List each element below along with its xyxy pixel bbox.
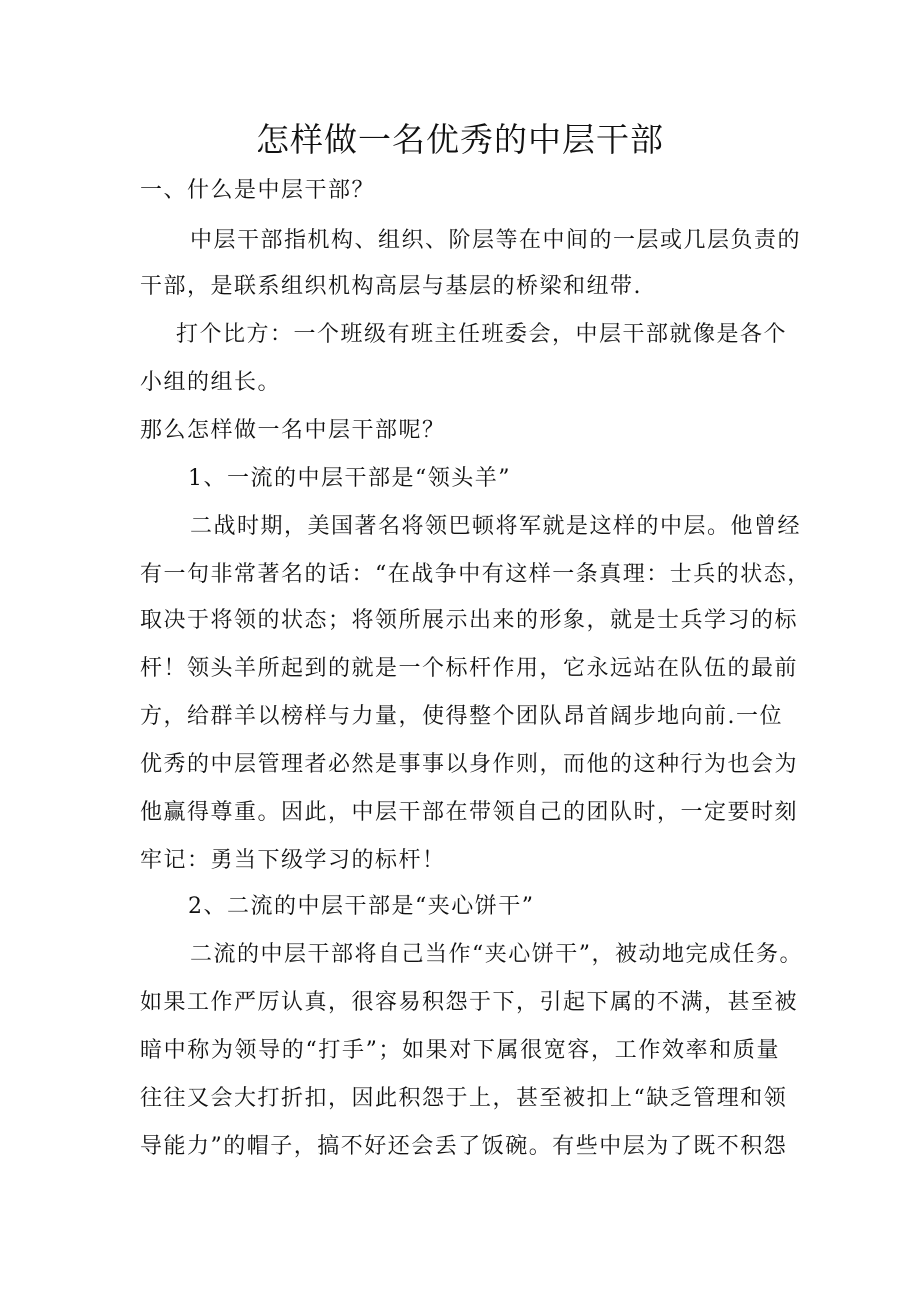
paragraph-line: 他赢得尊重。因此，中层干部在带领自己的团队时，一定要时刻 bbox=[140, 800, 799, 825]
paragraph-line: 往往又会大打折扣，因此积怨于上，甚至被扣上“缺乏管理和领 bbox=[140, 1086, 788, 1111]
paragraph-line: 打个比方：一个班级有班主任班委会，中层干部就像是各个 bbox=[176, 322, 788, 347]
subheading-second-class: 2、二流的中层干部是“夹心饼干” bbox=[188, 894, 535, 919]
paragraph-line: 导能力”的帽子，搞不好还会丢了饭碗。有些中层为了既不积怨 bbox=[140, 1134, 788, 1159]
paragraph-line: 优秀的中层管理者必然是事事以身作则，而他的这种行为也会为 bbox=[140, 752, 799, 777]
paragraph-line: 二流的中层干部将自己当作“夹心饼干”，被动地完成任务。 bbox=[190, 942, 803, 967]
paragraph-line: 暗中称为领导的“打手”；如果对下属很宽容，工作效率和质量 bbox=[140, 1038, 780, 1063]
paragraph-line: 二战时期，美国著名将领巴顿将军就是这样的中层。他曾经 bbox=[190, 514, 802, 539]
paragraph-line: 干部，是联系组织机构高层与基层的桥梁和纽带. bbox=[140, 274, 642, 299]
paragraph-line: 如果工作严厉认真，很容易积怨于下，引起下属的不满，甚至被 bbox=[140, 990, 799, 1015]
paragraph-line: 有一句非常著名的话：“在战争中有这样一条真理：士兵的状态， bbox=[140, 562, 811, 587]
paragraph-line: 小组的组长。 bbox=[140, 370, 282, 395]
subheading-first-class: 1、一流的中层干部是“领头羊” bbox=[188, 466, 511, 491]
paragraph-line: 牢记：勇当下级学习的标杆！ bbox=[140, 848, 446, 873]
document-title: 怎样做一名优秀的中层干部 bbox=[256, 120, 664, 159]
section-heading-how-to: 那么怎样做一名中层干部呢？ bbox=[140, 418, 446, 443]
paragraph-line: 中层干部指机构、组织、阶层等在中间的一层或几层负责的 bbox=[190, 228, 802, 253]
section-heading-what-is-middle-manager: 一、什么是中层干部？ bbox=[140, 178, 376, 203]
paragraph-line: 取决于将领的状态；将领所展示出来的形象，就是士兵学习的标 bbox=[140, 608, 799, 633]
paragraph-line: 杆！领头羊所起到的就是一个标杆作用，它永远站在队伍的最前 bbox=[140, 656, 799, 681]
paragraph-line: 方，给群羊以榜样与力量，使得整个团队昂首阔步地向前.一位 bbox=[140, 704, 783, 729]
